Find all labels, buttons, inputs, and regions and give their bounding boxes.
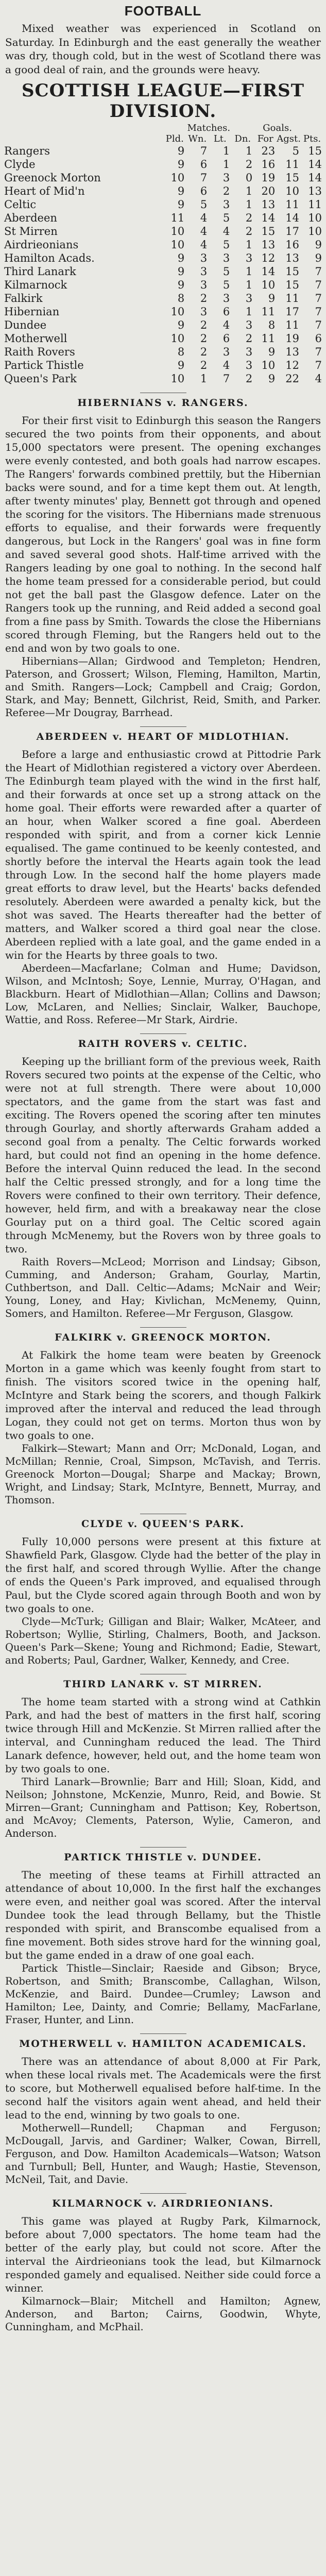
table-row xyxy=(3,292,323,305)
table-cell: 11 xyxy=(261,332,276,345)
match-reports xyxy=(0,393,326,2333)
table-row xyxy=(3,332,323,345)
table-cell: 3 xyxy=(222,198,230,211)
table-cell: 3 xyxy=(245,359,253,371)
table-cell: 10 xyxy=(170,332,185,345)
table-cell: 14 xyxy=(285,212,299,224)
team-name: Hamilton Acads. xyxy=(4,252,95,264)
team-name: Hibernian xyxy=(4,306,60,318)
match-title: HIBERNIANS v. RANGERS. xyxy=(77,397,249,409)
divider xyxy=(140,1847,186,1848)
table-cell: 5 xyxy=(222,279,230,291)
table-row xyxy=(3,144,323,158)
table-cell: 15 xyxy=(285,279,299,291)
table-cell: 6 xyxy=(200,158,208,171)
team-name: Aberdeen xyxy=(4,212,57,224)
team-name: Heart of Mid'n xyxy=(4,185,85,197)
table-cell: 3 xyxy=(200,252,208,264)
table-cell: 16 xyxy=(285,239,299,251)
match-report xyxy=(0,1327,326,1506)
table-cell: 2 xyxy=(200,359,208,371)
table-cell: 9 xyxy=(315,252,322,264)
table-cell: 3 xyxy=(222,346,230,358)
match-report-text: The home team started with a strong wind at Cathkin Park, and had the best of matters in the first half, scoring twice through Hill and McKenzie. St Mirren rallied after the interval, and Cunningham reduced the lead. The Third Lanark defence, however, held out, and the home team won by two goals to one. xyxy=(5,1696,321,1775)
table-cell: 9 xyxy=(177,185,185,197)
table-cell: 3 xyxy=(245,346,253,358)
section-heading: FOOTBALL xyxy=(124,3,202,19)
table-cell: 11 xyxy=(285,292,299,304)
divider xyxy=(140,1327,186,1328)
table-cell: 2 xyxy=(222,185,230,197)
table-cell: 7 xyxy=(315,279,322,291)
table-cell: 7 xyxy=(315,306,322,318)
table-cell: 3 xyxy=(200,306,208,318)
table-row xyxy=(3,251,323,265)
table-cell: 10 xyxy=(170,372,185,385)
match-report-text: Fully 10,000 persons were present at this fixture at Shawfield Park, Glasgow. Clyde had the better of the play in the first half, and scored through Wyllie. After the change of ends the Queen's Park improved, and equalised through Paul, but the Clyde scored again through Booth and won by two goals to one. xyxy=(5,1535,321,1615)
team-name: Queen's Park xyxy=(4,372,77,385)
table-row xyxy=(3,278,323,292)
table-cell: 1 xyxy=(245,198,253,211)
table-cell: 1 xyxy=(245,145,253,157)
table-cell: 2 xyxy=(245,158,253,171)
match-report-text: At Falkirk the home team were beaten by Greenock Morton in a game which was keenly fought from start to finish. The visitors scored twice in the opening half, McIntyre and Stark being the scorers, and though Falkirk improved after the interval and reduced the lead through Logan, they could not get on terms. Morton thus won by two goals to one. xyxy=(5,1349,321,1442)
league-column-header: Pld. xyxy=(165,133,184,144)
table-cell: 13 xyxy=(261,239,276,251)
match-report xyxy=(0,2193,326,2333)
table-cell: 2 xyxy=(200,346,208,358)
match-report-text: Before a large and enthusiastic crowd at Pittodrie Park the Heart of Midlothian registered a victory over Aberdeen. The Edinburgh team played with the wind in the first half, and their forwards at once set up a strong attack on the home goal. Their efforts were rewarded after a quarter of an hour, when Walker scored a fine goal. Aberdeen responded with spirit, and from a corner kick Lennie equalised. The game continued to be keenly contested, and shortly before the interval the Hearts again took the lead through Low. In the second half the home players made great efforts to draw level, but the Hearts' backs defended resolutely. Aberdeen were awarded a penalty kick, but the shot was saved. The Hearts thereafter had the better of matters, and Walker scored a third goal near the close. Aberdeen replied with a late goal, and the game ended in a win for the Hearts by three goals to two. xyxy=(5,748,321,961)
table-cell: 4 xyxy=(222,359,230,371)
table-cell: 9 xyxy=(177,252,185,264)
match-report-text: There was an attendance of about 8,000 at Fir Park, when these local rivals met. The Academicals were the first to score, but Motherwell equalised before half-time. In the second half the visitors again went ahead, and held their lead to the end, winning by two goals to one. xyxy=(5,2055,321,2121)
team-name: Clyde xyxy=(4,158,36,171)
table-cell: 4 xyxy=(315,372,322,385)
match-title: FALKIRK v. GREENOCK MORTON. xyxy=(55,1332,271,1343)
table-cell: 8 xyxy=(177,346,185,358)
table-cell: 10 xyxy=(261,279,276,291)
team-name: Kilmarnock xyxy=(4,279,67,291)
table-cell: 9 xyxy=(268,292,276,304)
table-cell: 22 xyxy=(285,372,299,385)
table-cell: 9 xyxy=(177,158,185,171)
table-cell: 1 xyxy=(222,145,230,157)
team-name: Partick Thistle xyxy=(4,359,84,371)
table-cell: 5 xyxy=(200,198,208,211)
match-title: PARTICK THISTLE v. DUNDEE. xyxy=(64,1852,262,1863)
team-name: Airdrieonians xyxy=(4,239,79,251)
match-report-text: This game was played at Rugby Park, Kilmarnock, before about 7,000 spectators. The home team had the better of the early play, but could not score. After the interval the Airdrieonians took the lead, but Kilmarnock responded gamely and equalised. Neither side could force a winner. xyxy=(5,2215,321,2294)
table-cell: 14 xyxy=(261,212,276,224)
table-cell: 1 xyxy=(245,239,253,251)
table-cell: 14 xyxy=(308,172,322,184)
table-cell: 11 xyxy=(285,158,299,171)
table-cell: 17 xyxy=(285,225,299,238)
team-name: Third Lanark xyxy=(4,265,76,278)
table-cell: 16 xyxy=(261,158,276,171)
league-column-header: Wn. xyxy=(188,133,207,144)
match-report xyxy=(0,1674,326,1840)
table-cell: 15 xyxy=(261,225,276,238)
match-report xyxy=(0,1033,326,1320)
team-name: Raith Rovers xyxy=(4,346,75,358)
table-cell: 15 xyxy=(308,145,322,157)
table-cell: 7 xyxy=(315,319,322,331)
table-cell: 6 xyxy=(222,306,230,318)
team-name: Motherwell xyxy=(4,332,67,345)
league-column-header: For xyxy=(257,133,273,144)
table-cell: 10 xyxy=(261,359,276,371)
match-title: KILMARNOCK v. AIRDRIEONIANS. xyxy=(52,2198,274,2209)
table-cell: 14 xyxy=(261,265,276,278)
table-cell: 20 xyxy=(261,185,276,197)
league-column-header-row xyxy=(3,133,323,144)
league-column-header: Agst. xyxy=(277,133,301,144)
table-cell: 11 xyxy=(261,306,276,318)
table-cell: 8 xyxy=(268,319,276,331)
table-row xyxy=(3,305,323,318)
table-cell: 15 xyxy=(285,265,299,278)
table-cell: 2 xyxy=(200,319,208,331)
table-cell: 10 xyxy=(170,306,185,318)
table-row xyxy=(3,184,323,198)
table-cell: 4 xyxy=(222,319,230,331)
table-cell: 2 xyxy=(245,225,253,238)
table-cell: 10 xyxy=(285,185,299,197)
table-cell: 9 xyxy=(315,239,322,251)
table-cell: 9 xyxy=(177,198,185,211)
table-cell: 10 xyxy=(170,172,185,184)
table-row xyxy=(3,238,323,251)
table-row xyxy=(3,265,323,278)
intro-paragraph: Mixed weather was experienced in Scotland on Saturday. In Edinburgh and the east generally the weather was dry, though cold, but in the west of Scotland there was a good deal of rain, and the grounds were heavy. xyxy=(5,22,321,76)
table-cell: 1 xyxy=(245,306,253,318)
table-cell: 11 xyxy=(308,198,322,211)
table-cell: 14 xyxy=(308,158,322,171)
table-cell: 7 xyxy=(315,265,322,278)
table-cell: 12 xyxy=(261,252,276,264)
team-lineups: Falkirk—Stewart; Mann and Orr; McDonald, Logan, and McMillan; Rennie, Croal, Simpson, McTavish, and Terris. Greenock Morton—Dougal; Sharpe and Mackay; Brown, Wright, and Lindsay; Stark, McIntyre, Bennett, Murray, and Thomson. xyxy=(5,1443,321,1506)
table-cell: 4 xyxy=(200,239,208,251)
league-group-header-row xyxy=(3,123,323,133)
match-report xyxy=(0,393,326,719)
table-cell: 9 xyxy=(177,145,185,157)
table-cell: 3 xyxy=(222,252,230,264)
table-cell: 1 xyxy=(245,185,253,197)
table-cell: 1 xyxy=(222,158,230,171)
table-cell: 2 xyxy=(245,332,253,345)
team-lineups: Aberdeen—Macfarlane; Colman and Hume; Davidson, Wilson, and McIntosh; Soye, Lennie, Murray, O'Hagan, and Blackburn. Heart of Midlothian—Allan; Collins and Dawson; Low, McLaren, and Nellies; Sinclair, Walker, Bauchope, Wattie, and Ross. Referee—Mr Stark, Airdrie. xyxy=(5,962,321,1026)
match-report xyxy=(0,726,326,1026)
table-cell: 23 xyxy=(261,145,276,157)
table-cell: 3 xyxy=(245,252,253,264)
table-cell: 9 xyxy=(177,319,185,331)
match-report-text: The meeting of these teams at Firhill attracted an attendance of about 10,000. In the first half the exchanges were even, and neither goal was scored. After the interval Dundee took the lead through Bellamy, but the Thistle responded with spirit, and Branscombe equalised from a fine movement. Both sides strove hard for the winning goal, but the game ended in a draw of one goal each. xyxy=(5,1869,321,1961)
match-title: MOTHERWELL v. HAMILTON ACADEMICALS. xyxy=(19,2038,307,2049)
table-cell: 4 xyxy=(200,212,208,224)
table-row xyxy=(3,345,323,359)
table-cell: 10 xyxy=(170,225,185,238)
team-lineups: Third Lanark—Brownlie; Barr and Hill; Sloan, Kidd, and Neilson; Johnstone, McKenzie, Munro, Reid, and Bowie. St Mirren—Grant; Cunningham and Pattison; Key, Robertson, and McAvoy; Clements, Paterson, Wylie, Cameron, and Anderson. xyxy=(5,1776,321,1839)
table-row xyxy=(3,359,323,372)
league-column-header: Lt. xyxy=(213,133,227,144)
match-report xyxy=(0,1847,326,2026)
table-cell: 6 xyxy=(315,332,322,345)
team-name: St Mirren xyxy=(4,225,58,238)
table-cell: 3 xyxy=(222,172,230,184)
league-table xyxy=(3,123,323,385)
table-cell: 1 xyxy=(200,372,208,385)
match-report xyxy=(0,1514,326,1667)
table-cell: 4 xyxy=(200,225,208,238)
matches-group-header: Matches. xyxy=(187,123,231,133)
table-cell: 13 xyxy=(285,346,299,358)
divider xyxy=(140,2033,186,2034)
team-name: Celtic xyxy=(4,198,37,211)
match-title: ABERDEEN v. HEART OF MIDLOTHIAN. xyxy=(36,731,290,742)
table-cell: 9 xyxy=(268,372,276,385)
table-cell: 9 xyxy=(177,265,185,278)
table-row xyxy=(3,318,323,332)
team-lineups: Raith Rovers—McLeod; Morrison and Lindsay; Gibson, Cumming, and Anderson; Graham, Gourlay, Martin, Cuthbertson, and Dall. Celtic—Adams; McNair and Weir; Young, Loney, and Hay; Kivlichan, McMenemy, Quinn, Somers, and Hamilton. Referee—Mr Ferguson, Glasgow. xyxy=(5,1256,321,1319)
table-row xyxy=(3,372,323,385)
league-title: SCOTTISH LEAGUE—FIRST DIVISION. xyxy=(22,80,304,122)
table-cell: 5 xyxy=(222,212,230,224)
table-cell: 5 xyxy=(222,265,230,278)
table-row xyxy=(3,171,323,184)
team-name: Dundee xyxy=(4,319,47,331)
team-name: Rangers xyxy=(4,145,50,157)
league-table-body xyxy=(3,144,323,385)
team-lineups: Partick Thistle—Sinclair; Raeside and Gibson; Bryce, Robertson, and Smith; Branscombe, Callaghan, Wilson, McKenzie, and Baird. Dundee—Crumley; Lawson and Hamilton; Lee, Dainty, and Comrie; Bellamy, MacFarlane, Fraser, Hunter, and Linn. xyxy=(5,1962,321,2026)
team-lineups: Clyde—McTurk; Gilligan and Blair; Walker, McAteer, and Robertson; Wyllie, Stirling, Chalmers, Booth, and Jackson. Queen's Park—Skene; Young and Richmond; Eadie, Stewart, and Roberts; Paul, Gardner, Walker, Kennedy, and Cree. xyxy=(5,1616,321,1666)
table-cell: 10 xyxy=(308,212,322,224)
table-cell: 3 xyxy=(200,279,208,291)
divider xyxy=(140,2193,186,2194)
table-cell: 11 xyxy=(170,212,185,224)
table-cell: 13 xyxy=(308,185,322,197)
table-cell: 10 xyxy=(308,225,322,238)
table-cell: 2 xyxy=(200,332,208,345)
match-title: CLYDE v. QUEEN'S PARK. xyxy=(81,1518,245,1530)
divider xyxy=(140,1033,186,1034)
table-row xyxy=(3,158,323,171)
table-cell: 2 xyxy=(245,372,253,385)
table-cell: 2 xyxy=(245,212,253,224)
match-report-text: Keeping up the brilliant form of the previous week, Raith Rovers secured two points at the expense of the Celtic, who were not at full strength. There were about 10,000 spectators, and the game from the start was fast and exciting. The Rovers opened the scoring after ten minutes through Gourlay, and shortly afterwards Graham added a second goal from a penalty. The Celtic forwards worked hard, but could not find an opening in the home defence. Before the interval Quinn reduced the lead. In the second half the Celtic pressed strongly, and for a long time the Rovers were confined to their own territory. Their defence, however, held firm, and with a breakaway near the close Gourlay put on a third goal. The Celtic scored again through McMenemy, but the Rovers won by three goals to two. xyxy=(5,1055,321,1255)
table-cell: 7 xyxy=(200,172,208,184)
match-report xyxy=(0,2033,326,2186)
team-lineups: Hibernians—Allan; Girdwood and Templeton; Hendren, Paterson, and Grossert; Wilson, Fleming, Hamilton, Martin, and Smith. Rangers—Lock; Campbell and Craig; Gordon, Stark, and May; Bennett, Gilchrist, Reid, Smith, and Parker. Referee—Mr Dougray, Barrhead. xyxy=(5,655,321,719)
table-cell: 7 xyxy=(315,346,322,358)
team-name: Greenock Morton xyxy=(4,172,101,184)
table-cell: 15 xyxy=(285,172,299,184)
table-cell: 3 xyxy=(200,265,208,278)
league-column-header: Dn. xyxy=(234,133,251,144)
table-cell: 13 xyxy=(261,198,276,211)
match-title: THIRD LANARK v. ST MIRREN. xyxy=(63,1679,263,1690)
team-lineups: Kilmarnock—Blair; Mitchell and Hamilton; Agnew, Anderson, and Barton; Cairns, Goodwin, Whyte, Cunningham, and McPhail. xyxy=(5,2295,321,2333)
table-cell: 9 xyxy=(177,359,185,371)
table-cell: 9 xyxy=(177,279,185,291)
table-cell: 7 xyxy=(200,145,208,157)
divider xyxy=(140,726,186,727)
table-cell: 3 xyxy=(222,292,230,304)
table-cell: 4 xyxy=(222,225,230,238)
match-title: RAITH ROVERS v. CELTIC. xyxy=(78,1038,248,1049)
table-cell: 3 xyxy=(245,292,253,304)
table-cell: 0 xyxy=(245,172,253,184)
match-report-text: For their first visit to Edinburgh this season the Rangers secured the two points from their opponents, and about 15,000 spectators were present. The opening exchanges were evenly contested, and both goals had narrow escapes. The Rangers' forwards combined prettily, but the Hibernian backs were sound, and for a time kept them out. At length, after twenty minutes' play, Bennett got through and opened the scoring for the visitors. The Hibernians made strenuous efforts to equalise, and their forwards were frequently dangerous, but Lock in the Rangers' goal was in fine form and saved several good shots. Half-time arrived with the Rangers leading by one goal to nothing. In the second half the home team pressed for a considerable period, but could not get the ball past the Glasgow defence. Later on the Rangers took up the running, and Reid added a second goal from a fine pass by Smith. Towards the close the Hibernians scored through Fleming, but the Rangers held out to the end and won by two goals to one. xyxy=(5,414,321,654)
table-cell: 3 xyxy=(245,319,253,331)
table-cell: 11 xyxy=(285,319,299,331)
table-cell: 11 xyxy=(285,198,299,211)
table-cell: 1 xyxy=(245,265,253,278)
team-lineups: Motherwell—Rundell; Chapman and Ferguson; McDougall, Jarvis, and Gardiner; Walker, Cowan, Birrell, Ferguson, and Dow. Hamilton Academicals—Watson; Watson and Turnbull; Bell, Hunter, and Waugh; Hastie, Stevenson, McNeil, Tait, and Davie. xyxy=(5,2122,321,2185)
table-row xyxy=(3,198,323,211)
table-cell: 6 xyxy=(200,185,208,197)
team-name: Falkirk xyxy=(4,292,43,304)
table-cell: 8 xyxy=(177,292,185,304)
table-cell: 2 xyxy=(200,292,208,304)
table-cell: 10 xyxy=(170,239,185,251)
table-cell: 19 xyxy=(261,172,276,184)
goals-group-header: Goals. xyxy=(263,123,292,133)
table-cell: 7 xyxy=(315,292,322,304)
table-cell: 9 xyxy=(268,346,276,358)
table-cell: 17 xyxy=(285,306,299,318)
table-cell: 7 xyxy=(315,359,322,371)
table-cell: 7 xyxy=(222,372,230,385)
table-cell: 6 xyxy=(222,332,230,345)
table-cell: 5 xyxy=(292,145,299,157)
table-cell: 19 xyxy=(285,332,299,345)
table-row xyxy=(3,211,323,225)
table-row xyxy=(3,225,323,238)
table-cell: 5 xyxy=(222,239,230,251)
table-cell: 1 xyxy=(245,279,253,291)
table-cell: 13 xyxy=(285,252,299,264)
league-column-header: Pts. xyxy=(303,133,321,144)
table-cell: 12 xyxy=(285,359,299,371)
